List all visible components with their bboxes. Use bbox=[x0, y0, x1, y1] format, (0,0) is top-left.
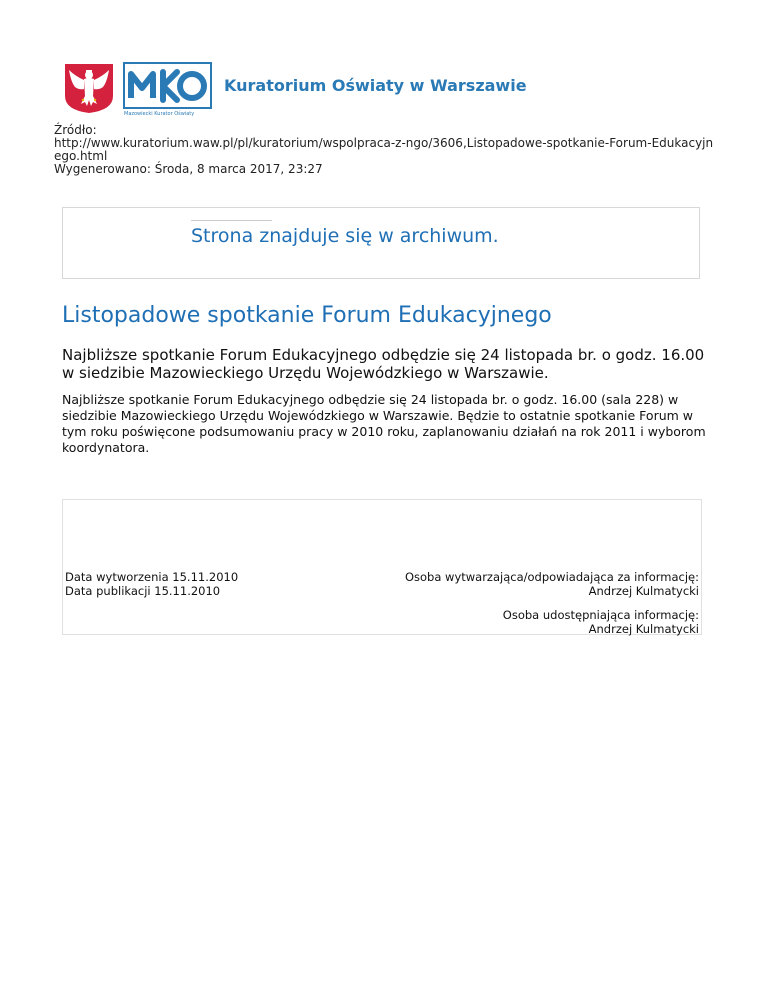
archive-notice: Strona znajduje się w archiwum. bbox=[191, 225, 499, 247]
archive-notice-box bbox=[62, 207, 700, 279]
published-date: Data publikacji 15.11.2010 bbox=[65, 584, 221, 598]
article-title: Listopadowe spotkanie Forum Edukacyjnego bbox=[62, 303, 552, 328]
article-lead: Najbliższe spotkanie Forum Edukacyjnego odbędzie się 24 listopada br. o godz. 16.00 w siedzibie Mazowieckiego Urzędu Wojewódzkiego w Warszawie. bbox=[62, 346, 705, 382]
mko-logo-icon bbox=[125, 64, 210, 107]
responsible-persons-block bbox=[405, 570, 699, 636]
organization-name[interactable]: Kuratorium Oświaty w Warszawie bbox=[224, 76, 527, 95]
spacer bbox=[405, 598, 699, 608]
generated-timestamp: Wygenerowano: Środa, 8 marca 2017, 23:27 bbox=[54, 162, 323, 176]
dates-block bbox=[65, 570, 238, 598]
page-header bbox=[63, 62, 527, 117]
publisher-name: Andrzej Kulmatycki bbox=[588, 622, 699, 636]
archive-divider bbox=[191, 220, 272, 221]
author-label: Osoba wytwarzająca/odpowiadająca za informację: bbox=[404, 570, 699, 584]
publisher-label: Osoba udostępniająca informację: bbox=[502, 608, 699, 622]
created-date: Data wytworzenia 15.11.2010 bbox=[65, 570, 239, 584]
author-name: Andrzej Kulmatycki bbox=[588, 584, 699, 598]
source-label: Źródło: bbox=[54, 123, 97, 137]
polish-eagle-emblem-icon bbox=[63, 62, 115, 114]
mko-caption: Mazowiecki Kurator Oświaty bbox=[124, 111, 195, 117]
document-meta bbox=[54, 124, 714, 176]
source-url[interactable]: http://www.kuratorium.waw.pl/pl/kuratorium/wspolpraca-z-ngo/3606,Listopadowe-spotkanie-Forum-Edukacyjnego.html bbox=[54, 136, 714, 163]
publication-info-box bbox=[62, 499, 702, 635]
article-body: Najbliższe spotkanie Forum Edukacyjnego odbędzie się 24 listopada br. o godz. 16.00 (sala 228) w siedzibie Mazowieckiego Urzędu Wojewódzkiego w Warszawie. Będzie to ostatnie spotkanie Forum w tym roku poświęcone podsumowaniu pracy w 2010 roku, zaplanowaniu działań na rok 2011 i wyborom koordynatora. bbox=[62, 392, 706, 455]
mko-logo bbox=[123, 62, 212, 109]
